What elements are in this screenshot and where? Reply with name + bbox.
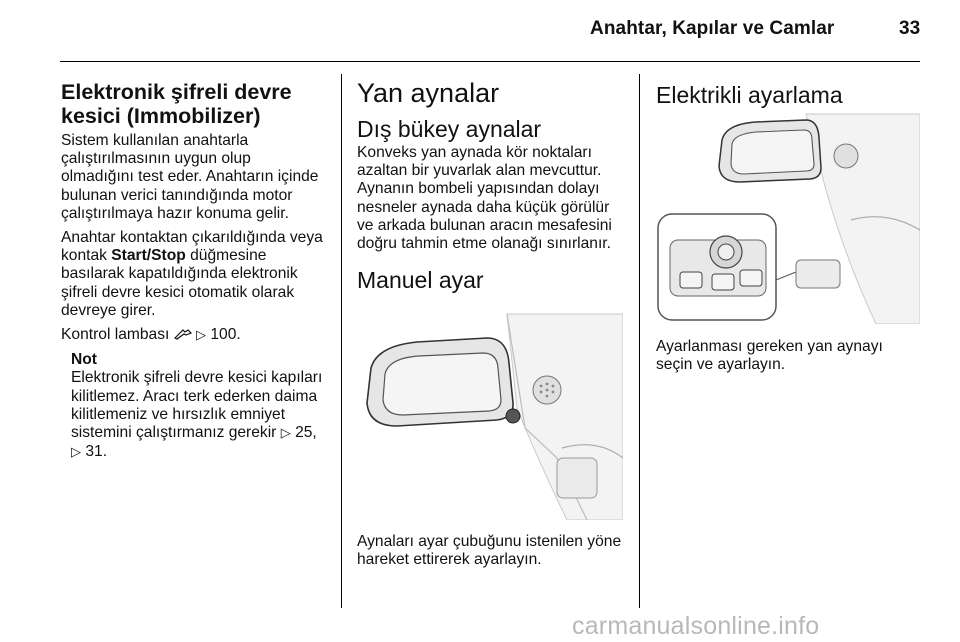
paragraph-immobilizer-intro: Sistem kullanılan anahtarla çalıştırılmasının uygun olup olmadığını test eder. Anahtarın içinde bulunan verici tanındığında motor çalıştırılmaya hazır konuma gelir.: [61, 132, 319, 222]
note-text: [71, 369, 327, 462]
note-label: Not: [71, 351, 97, 369]
page-header-title: Anahtar, Kapılar ve Camlar: [590, 18, 835, 39]
electric-mirror-illustration: [656, 110, 920, 324]
paragraph-immobilizer-activation: [61, 229, 327, 320]
section-heading-immobilizer: Elektronik şifreli devre kesici (Immobilizer): [61, 80, 292, 128]
note-body: Elektronik şifreli devre kesici kapıları kilitlemez. Aracı terk ederken daima kilitlemeniz ve hırsızlık emniyet sistemini çalıştırmanız gerekir: [71, 369, 323, 442]
control-lamp-text: Kontrol lambası: [61, 326, 170, 344]
paragraph-convex-mirrors: Konveks yan aynada kör noktaları azaltan bir yuvarlak alan mevcuttur. Aynanın bombeli yapısından dolayı nesneler aynada daha küçük görülür ve arkada bulunan aracın mesafesini doğru tahmin etme olanağı sınırlanır.: [357, 144, 612, 253]
manual-mirror-illustration: [357, 308, 623, 520]
column-side-mirrors: [357, 72, 627, 301]
caption-manual-adjust: Aynaları ayar çubuğunu istenilen yöne hareket ettirerek ayarlayın.: [357, 533, 622, 569]
paragraph-control-lamp: [61, 326, 327, 345]
immobilizer-lamp-icon: [174, 328, 192, 340]
subheading-convex-mirrors: Dış bükey aynalar: [357, 116, 542, 142]
text-run: düğmesine basılarak kapatıldığında elektronik şifreli devre kesici otomatik olarak devreye girer.: [61, 247, 298, 319]
section-heading-electric-adjust: Elektrikli ayarlama: [656, 82, 843, 108]
subheading-manual-adjust: Manuel ayar: [357, 267, 484, 294]
column-divider-1: [341, 74, 342, 608]
caption-electric-adjust: Ayarlanması gereken yan aynayı seçin ve ayarlayın.: [656, 338, 883, 374]
page-ref-arrow-icon: ▷: [280, 426, 291, 442]
section-heading-side-mirrors: Yan aynalar: [357, 78, 500, 108]
text-run: Anahtar kontaktan çıkarıldığında veya kontak: [61, 229, 323, 265]
page-ref[interactable]: 100.: [210, 326, 241, 344]
column-immobilizer: [61, 72, 327, 462]
note-box: [71, 351, 327, 462]
column-divider-2: [639, 74, 640, 608]
watermark: carmanualsonline.info: [572, 612, 820, 640]
start-stop-label: Start/Stop: [111, 247, 186, 265]
page-ref-arrow-icon: ▷: [71, 445, 81, 461]
page-ref-arrow-icon: ▷: [196, 328, 207, 344]
page-number: 33: [899, 18, 921, 39]
page-ref[interactable]: 31.: [85, 443, 108, 461]
header-rule: [60, 61, 920, 62]
page-ref[interactable]: 25,: [295, 424, 317, 442]
